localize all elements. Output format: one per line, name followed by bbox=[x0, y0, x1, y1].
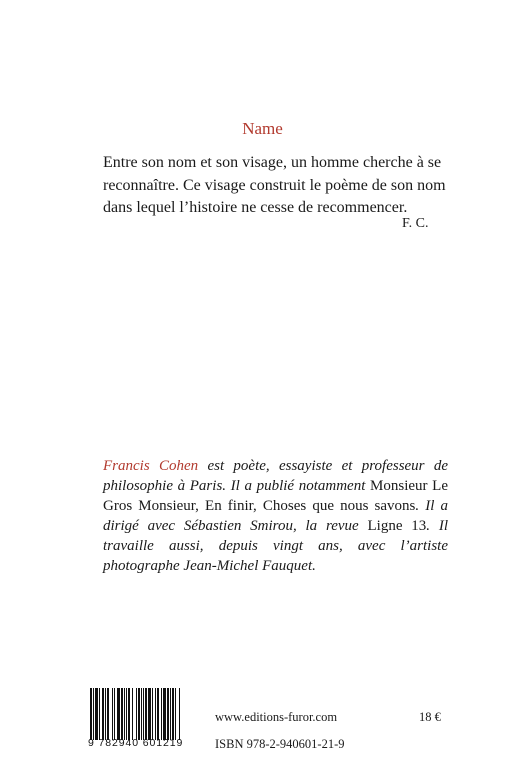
book-title-1: Monsieur Le Gros Monsieur bbox=[103, 478, 448, 514]
book-title-2: En finir bbox=[205, 498, 254, 514]
blurb-text bbox=[103, 152, 448, 220]
price: 18 € bbox=[419, 710, 441, 724]
barcode-digits: 9 782940 601219 bbox=[88, 737, 184, 749]
bio-text-2: . Il a dirigé avec Sébastien Smirou, la revue bbox=[103, 498, 448, 534]
bio-text-1: est poète, essayiste et professeur de philosophie à Paris. Il a publié notamment bbox=[103, 458, 448, 494]
review-title: Ligne 13 bbox=[367, 518, 427, 534]
author-name: Francis Cohen bbox=[103, 458, 199, 474]
bio-sep-1: , bbox=[195, 498, 206, 514]
bio-text-3: . Il travaille aussi, depuis vingt ans, avec l’artiste photographe Jean-Michel Fauquet. bbox=[103, 518, 448, 574]
isbn: ISBN 978-2-940601-21-9 bbox=[215, 737, 345, 751]
bio-sep-2: , bbox=[253, 498, 263, 514]
book-title: Name bbox=[242, 119, 283, 138]
author-bio bbox=[103, 456, 448, 576]
publisher-website: www.editions-furor.com bbox=[215, 710, 338, 724]
blurb-signature: F. C. bbox=[402, 216, 429, 231]
book-title-3: Choses que nous savons bbox=[262, 498, 416, 514]
blurb-paragraph: Entre son nom et son visage, un homme cherche à se reconnaître. Ce visage construit le poème de son nom dans lequel l’histoire ne cesse de recommencer. bbox=[103, 154, 446, 216]
barcode-image bbox=[90, 688, 199, 740]
